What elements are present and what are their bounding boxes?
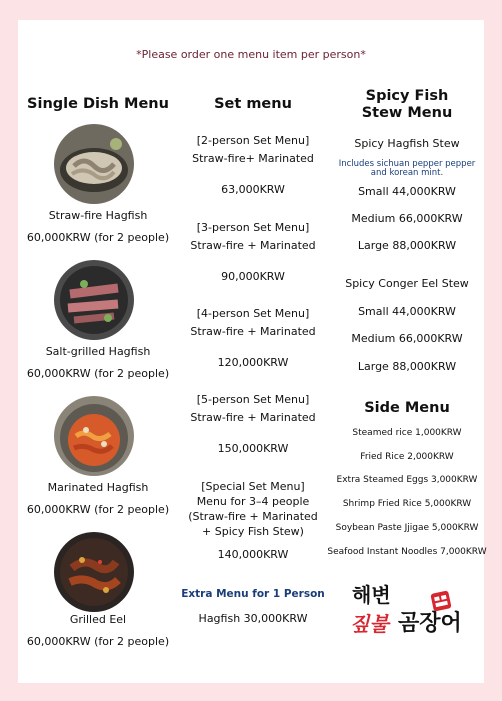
spicy-hagfish-stew-note-1: Includes sichuan pepper pepper (338, 159, 476, 169)
set-2-person-title: [2-person Set Menu] (196, 134, 310, 147)
red-stamp-icon (430, 590, 451, 611)
side-item: Seafood Instant Noodles 7,000KRW (327, 547, 487, 557)
set-4-person-desc: Straw-fire + Marinated (190, 325, 316, 338)
set-3-person-title: [3-person Set Menu] (196, 221, 310, 234)
marinated-hagfish-price: 60,000KRW (for 2 people) (26, 503, 170, 516)
side-item: Shrimp Fried Rice 5,000KRW (342, 499, 472, 509)
stew-menu-title-1: Spicy Fish (365, 88, 449, 104)
logo-text-main: 곰장어 (398, 611, 462, 636)
straw-fire-hagfish-price: 60,000KRW (for 2 people) (26, 231, 170, 244)
spicy-hagfish-stew-large: Large 88,000KRW (357, 239, 457, 252)
set-3-person-desc: Straw-fire + Marinated (190, 239, 316, 252)
special-set-price: 140,000KRW (217, 548, 289, 561)
straw-fire-hagfish-photo (54, 124, 134, 204)
extra-menu-title: Extra Menu for 1 Person (181, 588, 325, 600)
restaurant-logo (348, 584, 468, 654)
salt-grilled-hagfish-price: 60,000KRW (for 2 people) (26, 367, 170, 380)
menu-sheet (18, 20, 487, 683)
side-item: Fried Rice 2,000KRW (360, 452, 454, 462)
set-menu-title: Set menu (214, 96, 292, 112)
marinated-hagfish-name: Marinated Hagfish (47, 481, 149, 494)
spicy-conger-eel-stew-medium: Medium 66,000KRW (351, 332, 463, 345)
set-5-person-price: 150,000KRW (217, 442, 289, 455)
order-notice: *Please order one menu item per person* (136, 48, 366, 61)
side-item: Steamed rice 1,000KRW (352, 428, 462, 438)
logo-text-top: 해변 (352, 583, 391, 607)
salt-grilled-hagfish-name: Salt-grilled Hagfish (45, 345, 151, 358)
spicy-conger-eel-stew-name: Spicy Conger Eel Stew (345, 277, 469, 290)
spicy-conger-eel-stew-small: Small 44,000KRW (358, 305, 456, 318)
spicy-hagfish-stew-name: Spicy Hagfish Stew (354, 137, 460, 150)
spicy-hagfish-stew-small: Small 44,000KRW (358, 185, 456, 198)
spicy-conger-eel-stew-large: Large 88,000KRW (357, 360, 457, 373)
special-set-desc-2: + Spicy Fish Stew) (202, 525, 304, 538)
set-4-person-title: [4-person Set Menu] (196, 307, 310, 320)
side-item: Extra Steamed Eggs 3,000KRW (336, 475, 478, 485)
stew-menu-title-2: Stew Menu (361, 105, 453, 121)
set-2-person-price: 63,000KRW (221, 183, 285, 196)
straw-fire-hagfish-name: Straw-fire Hagfish (48, 209, 148, 222)
set-5-person-desc: Straw-fire + Marinated (190, 411, 316, 424)
special-set-desc-1: (Straw-fire + Marinated (188, 510, 318, 523)
set-3-person-price: 90,000KRW (221, 270, 285, 283)
logo-text-red: 짚불 (350, 612, 389, 636)
special-set-people: Menu for 3–4 people (196, 495, 310, 508)
spicy-hagfish-stew-note-2: and korean mint. (370, 168, 444, 178)
side-menu-title: Side Menu (364, 400, 450, 416)
set-5-person-title: [5-person Set Menu] (196, 393, 310, 406)
grilled-eel-photo (54, 532, 134, 612)
extra-menu-item: Hagfish 30,000KRW (198, 612, 308, 625)
single-dish-menu-title: Single Dish Menu (27, 96, 169, 112)
set-4-person-price: 120,000KRW (217, 356, 289, 369)
side-item: Soybean Paste Jjigae 5,000KRW (335, 523, 479, 533)
spicy-hagfish-stew-medium: Medium 66,000KRW (351, 212, 463, 225)
salt-grilled-hagfish-photo (54, 260, 134, 340)
grilled-eel-price: 60,000KRW (for 2 people) (26, 635, 170, 648)
marinated-hagfish-photo (54, 396, 134, 476)
special-set-title: [Special Set Menu] (201, 480, 305, 493)
grilled-eel-name: Grilled Eel (69, 613, 127, 626)
set-2-person-desc: Straw-fire+ Marinated (192, 152, 314, 165)
